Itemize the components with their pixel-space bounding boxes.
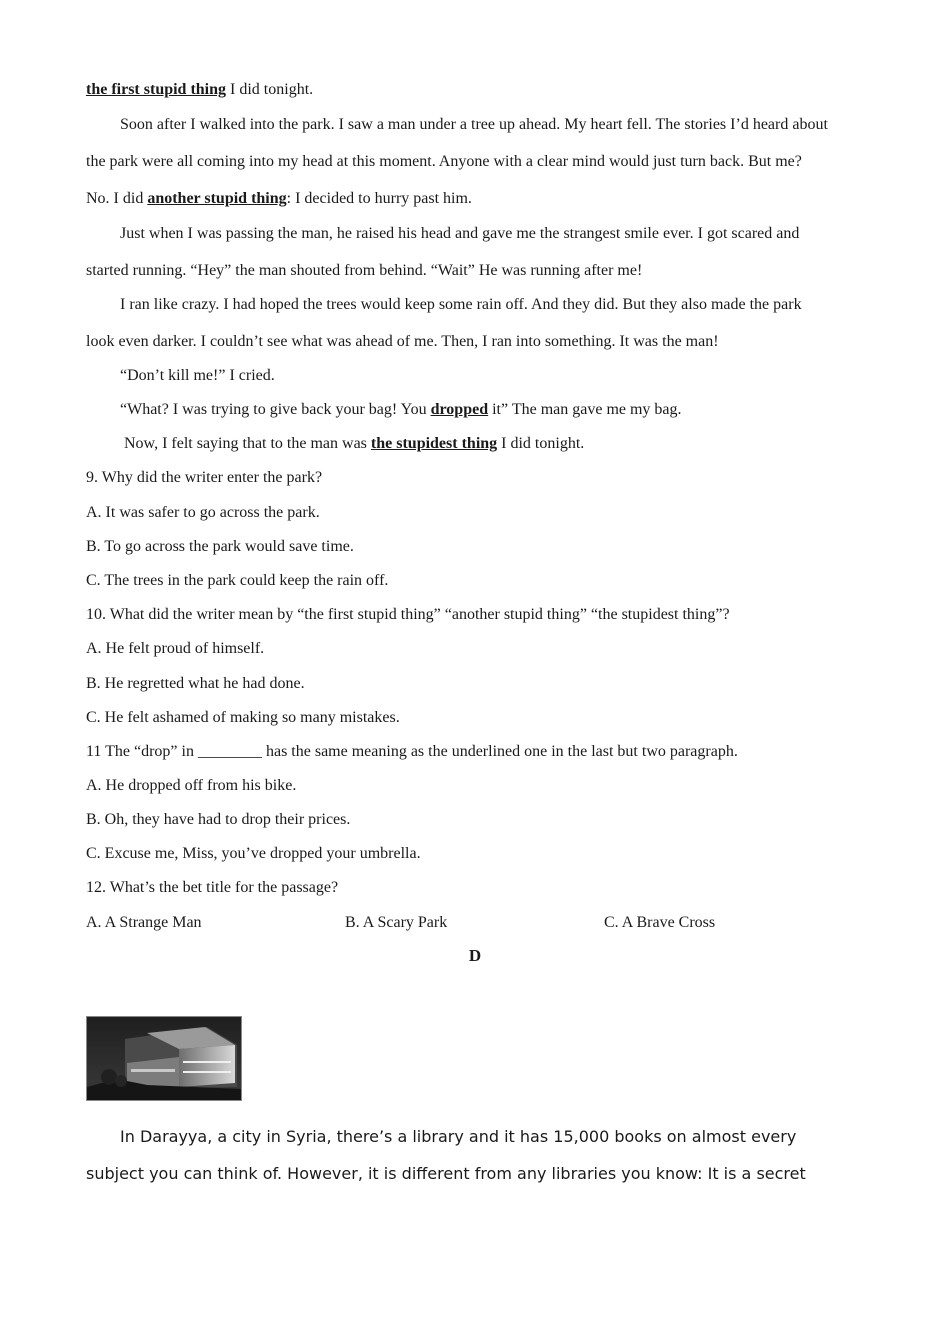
- option-b: B. A Scary Park: [345, 914, 448, 931]
- paragraph-line: Soon after I walked into the park. I saw a man under a tree up ahead. My heart fell. The stories I’d heard about: [120, 116, 828, 133]
- paragraph-line: No. I did another stupid thing: I decided to hurry past him.: [86, 190, 472, 207]
- option-c: C. A Brave Cross: [604, 914, 716, 931]
- paragraph-line: “Don’t kill me!” I cried.: [120, 367, 275, 384]
- question-11: 11 The “drop” in ________ has the same meaning as the underlined one in the last but two paragraph.: [86, 743, 738, 760]
- section-heading: D: [468, 946, 482, 965]
- option-b: B. Oh, they have had to drop their prices.: [86, 811, 351, 828]
- option-a: A. He dropped off from his bike.: [86, 777, 297, 794]
- question-10: 10. What did the writer mean by “the first stupid thing” “another stupid thing” “the stupidest thing”?: [86, 606, 730, 623]
- paragraph-line: look even darker. I couldn’t see what was ahead of me. Then, I ran into something. It was the man!: [86, 333, 719, 350]
- option-a: A. It was safer to go across the park.: [86, 504, 320, 521]
- paragraph-line: “What? I was trying to give back your bag! You dropped it” The man gave me my bag.: [120, 401, 682, 418]
- question-12: 12. What’s the bet title for the passage?: [86, 879, 339, 896]
- library-photo: [86, 1016, 242, 1101]
- underlined-phrase: another stupid thing: [147, 190, 287, 207]
- paragraph-line: the first stupid thing I did tonight.: [86, 81, 314, 98]
- paragraph-line: Just when I was passing the man, he raised his head and gave me the strangest smile ever. I got scared and: [120, 225, 800, 242]
- underlined-word: dropped: [430, 401, 489, 418]
- paragraph-line: In Darayya, a city in Syria, there’s a library and it has 15,000 books on almost every: [120, 1127, 797, 1146]
- paragraph-line: Now, I felt saying that to the man was the stupidest thing I did tonight.: [124, 435, 585, 452]
- option-a: A. He felt proud of himself.: [86, 640, 265, 657]
- underlined-phrase: the stupidest thing: [370, 435, 498, 452]
- option-c: C. He felt ashamed of making so many mistakes.: [86, 709, 400, 726]
- paragraph-line: started running. “Hey” the man shouted from behind. “Wait” He was running after me!: [86, 262, 643, 279]
- question-9: 9. Why did the writer enter the park?: [86, 469, 323, 486]
- option-c: C. Excuse me, Miss, you’ve dropped your umbrella.: [86, 845, 421, 862]
- option-c: C. The trees in the park could keep the rain off.: [86, 572, 389, 589]
- option-b: B. To go across the park would save time.: [86, 538, 354, 555]
- paragraph-line: the park were all coming into my head at this moment. Anyone with a clear mind would just turn back. But me?: [86, 153, 802, 170]
- building-image: [87, 1017, 241, 1100]
- underlined-phrase: the first stupid thing: [86, 81, 227, 98]
- option-a: A. A Strange Man: [86, 914, 202, 931]
- paragraph-line: I ran like crazy. I had hoped the trees would keep some rain off. And they did. But they also made the park: [120, 296, 802, 313]
- paragraph-line: subject you can think of. However, it is different from any libraries you know: It is a secret: [86, 1164, 806, 1183]
- option-b: B. He regretted what he had done.: [86, 675, 305, 692]
